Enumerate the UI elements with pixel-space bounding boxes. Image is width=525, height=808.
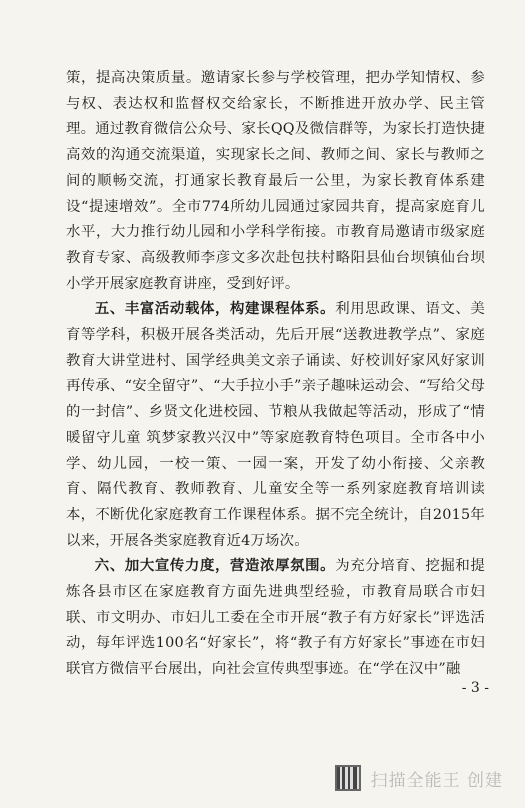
paragraph-2-text: 利用思政课、语文、美育等学科，积极开展各类活动，先后开展“送教进教学点”、家庭教育大讲堂进村、国学经典美文亲子诵读、好校训好家风好家训再传承、“安全留守”、“大手拉小手”亲子趣味运动会、“写给父母的一封信”、乡贤文化进校园、节粮从我做起等活动，形成了“情暖留守儿童 筑梦家教兴汉中”等家庭教育特色项目。全市各中小学、幼儿园，一校一策、一园一案，开发了幼小衔接、父亲教育、隔代教育、教师教育、儿童安全等一系列家庭教育培训读本，不断优化家庭教育工作课程体系。据不完全统计，自2015年以来，开展各类家庭教育近4万场次。: [66, 301, 485, 549]
paragraph-1-text: 策，提高决策质量。邀请家长参与学校管理，把办学知情权、参与权、表达权和监督权交给家长，不断推进开放办学、民主管理。通过教育微信公众号、家长QQ及微信群等，为家长打造快捷高效的沟通交流渠道，实现家长之间、教师之间、家长与教师之间的顺畅交流，打通家长教育最后一公里，为家长教育体系建设“提速增效”。全市774所幼儿园通过家园共育，提高家庭育儿水平，大力推行幼儿园和小学科学衔接。市教育局邀请市级家庭教育专家、高级教师李彦文多次赴包扶村略阳县仙台坝镇仙台坝小学开展家庭教育讲座，受到好评。: [66, 70, 485, 292]
paragraph-3: [66, 554, 485, 683]
body-text: [66, 66, 485, 683]
page-number: - 3 -: [461, 680, 489, 696]
scanner-brand-label: 扫描全能王 创建: [370, 770, 503, 791]
paragraph-3-text: 为充分培育、挖掘和提炼各县市区在家庭教育方面先进典型经验，市教育局联合市妇联、市文明办、市妇儿工委在全市开展“教子有方好家长”评选活动，每年评选100名“好家长”，将“教子有方好家长”事迹在市妇联官方微信平台展出，向社会宣传典型事迹。在“学在汉中”融: [66, 558, 485, 678]
paragraph-2: [66, 297, 485, 554]
scanner-footer: [0, 748, 525, 808]
paragraph-1: [66, 66, 485, 297]
section-5-heading: 五、丰富活动载体，构建课程体系。: [94, 301, 336, 318]
qr-code-icon: [335, 765, 361, 791]
section-6-heading: 六、加大宣传力度，营造浓厚氛围。: [94, 558, 336, 575]
